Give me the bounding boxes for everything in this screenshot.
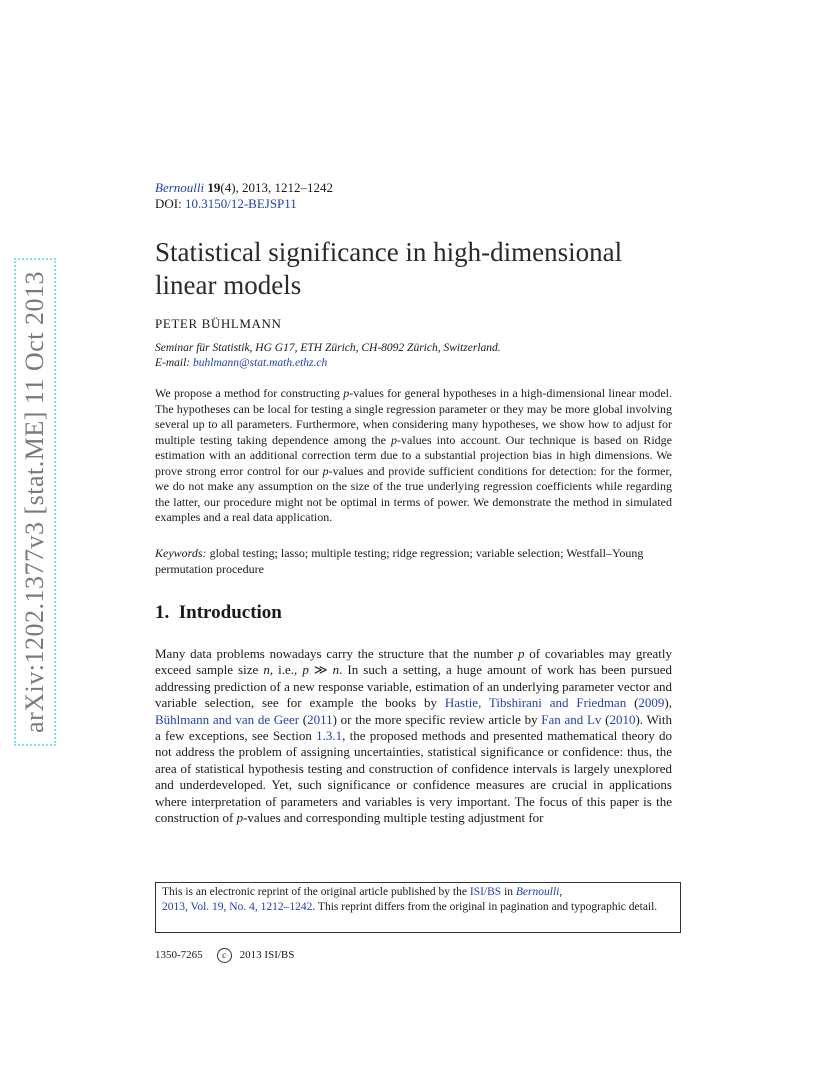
- journal-volume: 19: [207, 180, 221, 195]
- keywords: [155, 546, 672, 577]
- abstract-math: p: [322, 463, 329, 478]
- doi-line: [155, 196, 333, 212]
- journal-issue-pages: (4), 2013, 1212–1242: [220, 180, 334, 195]
- arxiv-stamp: [14, 258, 56, 746]
- body-text: or the more specific review article by: [336, 711, 542, 727]
- journal-citation-line: [155, 180, 333, 196]
- affiliation-address: Seminar für Statistik, HG G17, ETH Zürich, CH-8092 Zürich, Switzerland.: [155, 342, 501, 354]
- paper-title-line-1: Statistical significance in high-dimensional: [155, 237, 623, 267]
- copyright-text: 2013 ISI/BS: [239, 949, 295, 962]
- section-heading: [155, 602, 282, 624]
- citation-year-link[interactable]: 2011: [307, 711, 333, 727]
- reprint-notice: [155, 882, 681, 933]
- body-text: Many data problems nowadays carry the structure that the number: [155, 646, 518, 661]
- body-text: , the proposed methods and presented mathematical theory do not address the problem of assigning uncertainties, statistical significance or confidence: thus, the area of statistical hypothesis testing and construction of confidence intervals is largely unexplored and underdeveloped. Yet, such significance or confidence measures are crucial in applications where interpretation of parameters and variables is very important. The focus of this paper is the construction of: [155, 728, 672, 826]
- doi-label: DOI:: [155, 196, 182, 211]
- citation-link[interactable]: Fan and Lv: [541, 711, 602, 727]
- issn: 1350-7265: [155, 949, 203, 962]
- body-text: -values and corresponding multiple testing adjustment for: [243, 810, 544, 826]
- citation-year-link[interactable]: 2009: [638, 695, 665, 711]
- arxiv-identifier[interactable]: arXiv:1202.1377v3 [stat.ME] 11 Oct 2013: [20, 271, 49, 733]
- reprint-citation-link[interactable]: 2013, Vol. 19, No. 4, 1212–1242: [162, 901, 313, 913]
- copyright-icon: c: [217, 948, 232, 963]
- abstract: [155, 386, 672, 526]
- reprint-text: ,: [559, 886, 563, 898]
- abstract-math: p: [391, 432, 397, 447]
- abstract-text: -values and provide sufficient conditions for detection: for the former, we do not make any assumption on the size of the true underlying regression coefficients while regarding the latter, our procedure might not be optimal in terms of power. We demonstrate the method in simulated examples and a real data application.: [155, 463, 672, 524]
- abstract-text: -values into account. Our technique is based on Ridge estimation with an additional correction term due to a substantial projection bias in high dimensions. We prove strong error control for our: [155, 432, 672, 478]
- citation-year-link[interactable]: 2010: [609, 711, 636, 727]
- section-number: 1.: [155, 602, 170, 623]
- body-text: , i.e.,: [269, 662, 303, 678]
- math-var: n: [332, 662, 340, 678]
- journal-link[interactable]: Bernoulli: [515, 886, 560, 898]
- author-affiliation: [155, 341, 501, 371]
- paper-title: [155, 236, 715, 302]
- email-link[interactable]: buhlmann@stat.math.ethz.ch: [193, 357, 328, 369]
- body-text: . With a few exceptions, see Section: [155, 711, 672, 744]
- math-var: p: [518, 646, 525, 661]
- publisher-link[interactable]: ISI/BS: [469, 886, 502, 898]
- journal-header: [155, 180, 333, 212]
- abstract-text: We propose a method for constructing: [155, 386, 344, 400]
- math-var: p: [302, 662, 309, 678]
- math-var: p: [236, 810, 244, 826]
- keywords-list: global testing; lasso; multiple testing; ridge regression; variable selection; Westfall–Young permutation procedure: [155, 546, 644, 576]
- paper-title-line-2: linear models: [155, 270, 302, 300]
- body-text: . In such a setting, a huge amount of work has been pursued addressing prediction of a new response variable, estimation of an underlying parameter vector and variable selection, see for example the books by: [155, 662, 673, 711]
- citation-link[interactable]: Hastie, Tibshirani and Friedman: [444, 695, 627, 711]
- reprint-text: in: [501, 886, 516, 898]
- keywords-label: Keywords:: [155, 546, 207, 560]
- doi-link[interactable]: 10.3150/12-BEJSP11: [184, 196, 297, 211]
- affiliation-email-line: [155, 356, 501, 371]
- reprint-text: . This reprint differs from the original in pagination and typographic detail.: [312, 901, 658, 913]
- page-footer: [155, 948, 294, 963]
- body-text: of covariables may greatly exceed sample size: [155, 646, 672, 678]
- abstract-math: p: [343, 386, 350, 400]
- section-ref-link[interactable]: 1.3.1: [316, 728, 343, 744]
- reprint-text: This is an electronic reprint of the original article published by the: [162, 886, 470, 898]
- email-label: E-mail:: [155, 357, 191, 369]
- math-relation: ≫: [308, 662, 333, 678]
- intro-paragraph: Many data problems nowadays carry the structure that the number p of covariables may greatly exceed sample size n, i.e., p ≫ n. In such a setting, a huge amount of work has been pursued addressing prediction of a new response variable, estimation of an underlying parameter vector and variable selection, see for example the books by Hastie, Tibshirani and Friedman (2009), Bühlmann and van de Geer (2011) or the more specific review article by Fan and Lv (2010). With a few exceptions, see Section 1.3.1, the proposed methods and presented mathematical theory do not address the problem of assigning uncertainties, statistical significance or confidence: thus, the area of statistical hypothesis testing and construction of confidence intervals is largely unexplored and underdeveloped. Yet, such significance or confidence measures are crucial in applications where interpretation of parameters and variables is very important. The focus of this paper is the construction of p-values and corresponding multiple testing adjustment for: [155, 646, 673, 826]
- journal-name-link[interactable]: Bernoulli: [155, 180, 205, 195]
- abstract-text: -values for general hypotheses in a high-dimensional linear model. The hypotheses can be local for testing a single regression parameter or they may be more global involving several up to all parameters. Furthermore, when considering many hypotheses, we show how to adjust for multiple testing taking dependence among the: [155, 386, 672, 447]
- author-name: PETER BÜHLMANN: [155, 316, 282, 331]
- citation-link[interactable]: Bühlmann and van de Geer: [155, 711, 300, 727]
- section-title: Introduction: [178, 602, 282, 623]
- math-var: n: [263, 662, 270, 678]
